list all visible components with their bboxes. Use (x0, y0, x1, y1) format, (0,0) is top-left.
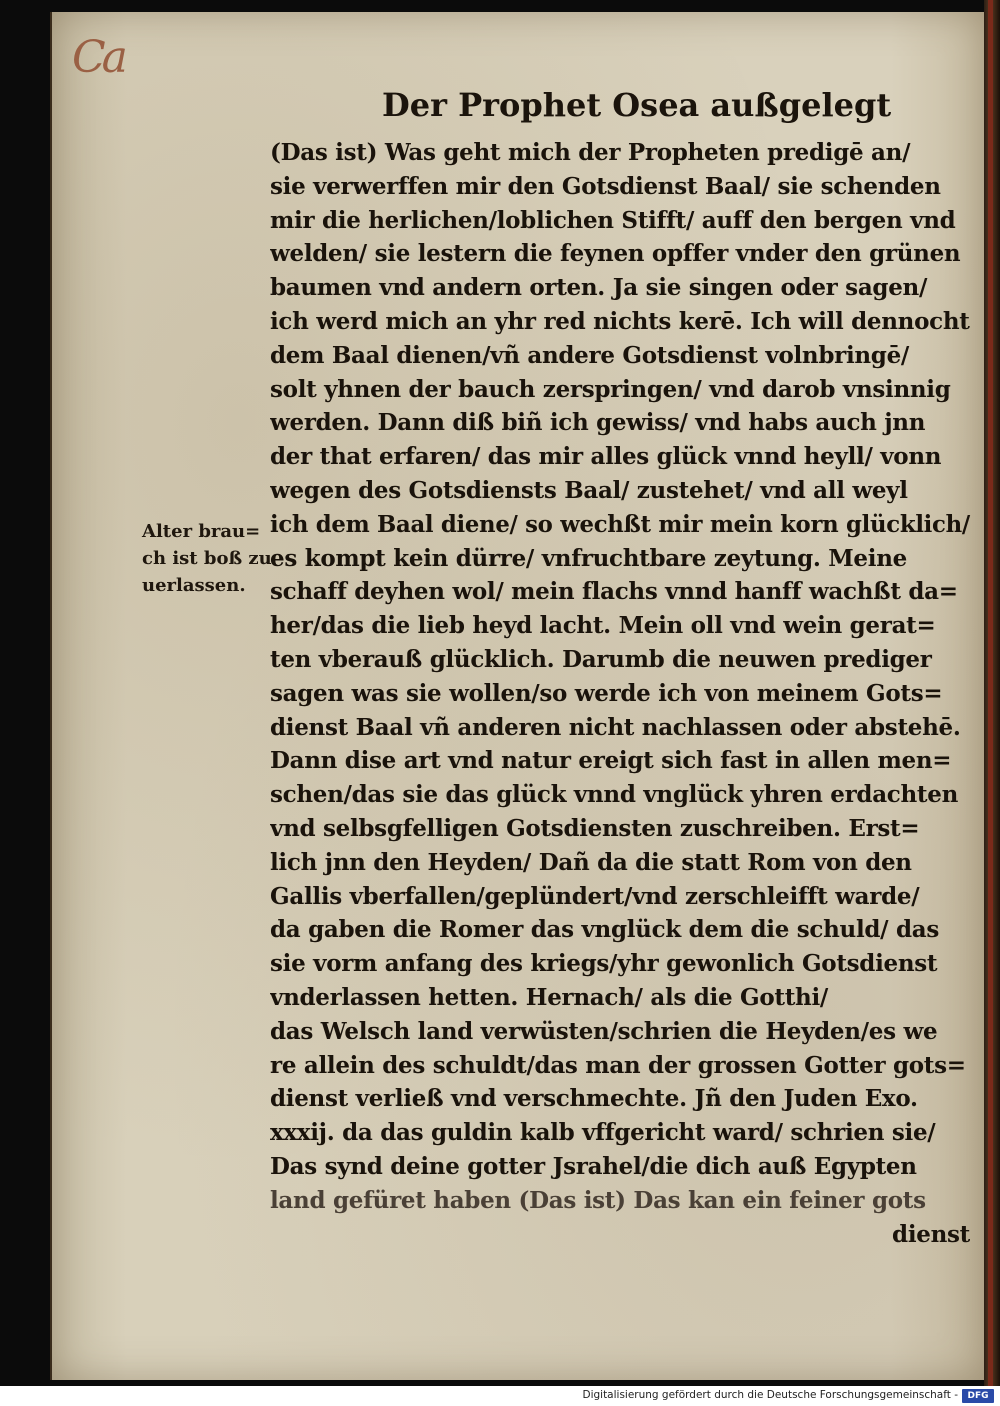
text-line: ten vberauß glücklich. Darumb die neuwen prediger (270, 645, 932, 673)
text-line: land gefüret haben (Das ist) Das kan ein feiner gots (270, 1186, 926, 1214)
text-line: Gallis vberfallen/geplündert/vnd zerschleifft warde/ (270, 882, 920, 910)
text-line: vnderlassen hetten. Hernach/ als die Gotthi/ (270, 983, 828, 1011)
text-line: solt yhnen der bauch zerspringen/ vnd darob vnsinnig (270, 375, 951, 403)
text-line: xxxij. da das guldin kalb vffgericht ward/ schrien sie/ (270, 1119, 936, 1147)
footer-bar (0, 1386, 1000, 1406)
text-line: lich jnn den Heyden/ Dañ da die statt Rom von den (270, 848, 912, 876)
text-line: vnd selbsgfelligen Gotsdiensten zuschreiben. Erst= (270, 814, 920, 842)
text-line: schen/das sie das glück vnnd vnglück yhren erdachten (270, 781, 959, 809)
text-line: dienst verließ vnd verschmechte. Jñ den Juden Exo. (270, 1085, 918, 1113)
text-line: das Welsch land verwüsten/schrien die Heyden/es we (270, 1017, 938, 1045)
text-line: sagen was sie wollen/so werde ich von meinem Gots= (270, 679, 943, 707)
text-line: baumen vnd andern orten. Ja sie singen oder sagen/ (270, 274, 928, 302)
book-edge-strip (988, 0, 993, 1386)
text-line: schaff deyhen wol/ mein flachs vnnd hanff wachßt da= (270, 578, 958, 606)
text-line: sie verwerffen mir den Gotsdienst Baal/ sie schenden (270, 172, 941, 200)
text-line: ich dem Baal diene/ so wechßt mir mein korn glücklich/ (270, 510, 970, 538)
margin-note-line: uerlassen. (142, 575, 246, 596)
text-line: Das synd deine gotter Jsrahel/die dich auß Egypten (270, 1152, 917, 1180)
text-line: werden. Dann diß biñ ich gewiss/ vnd habs auch jnn (270, 409, 926, 437)
funding-credit: Digitalisierung gefördert durch die Deutsche Forschungsgemeinschaft - (582, 1389, 958, 1401)
text-line: dem Baal dienen/vñ andere Gotsdienst volnbringē/ (270, 341, 910, 369)
catchword: dienst (892, 1220, 970, 1248)
text-line: (Das ist) Was geht mich der Propheten predigē an/ (270, 139, 911, 166)
text-line: da gaben die Romer das vnglück dem die schuld/ das (270, 916, 940, 944)
margin-note-line: ch ist boß zu (142, 548, 272, 569)
text-line: wegen des Gotsdiensts Baal/ zustehet/ vnd all weyl (270, 476, 908, 504)
margin-note-line: Alter brau= (142, 521, 261, 542)
book-page (50, 12, 984, 1380)
dfg-logo-icon: DFG (962, 1389, 994, 1403)
text-line: Dann dise art vnd natur ereigt sich fast in allen men= (270, 747, 952, 775)
text-line: ich werd mich an yhr red nichts kerē. Ich will dennocht (270, 307, 970, 335)
signature-mark: Ca (72, 32, 124, 83)
text-line: der that erfaren/ das mir alles glück vnnd heyll/ vonn (270, 443, 942, 471)
text-line: sie vorm anfang des kriegs/yhr gewonlich Gotsdienst (270, 950, 938, 978)
body-text (270, 136, 970, 1251)
text-line: mir die herlichen/loblichen Stifft/ auff den bergen vnd (270, 206, 956, 234)
running-head: Der Prophet Osea außgelegt (382, 86, 892, 124)
book-edge (984, 0, 1000, 1386)
margin-note (142, 518, 272, 599)
text-line: dienst Baal vñ anderen nicht nachlassen oder abstehē. (270, 713, 961, 741)
text-line: re allein des schuldt/das man der grossen Gotter gots= (270, 1051, 966, 1079)
text-line: welden/ sie lestern die feynen opffer vnder den grünen (270, 240, 961, 268)
text-line: es kompt kein dürre/ vnfruchtbare zeytung. Meine (270, 544, 907, 572)
text-line: her/das die lieb heyd lacht. Mein oll vnd wein gerat= (270, 612, 936, 640)
